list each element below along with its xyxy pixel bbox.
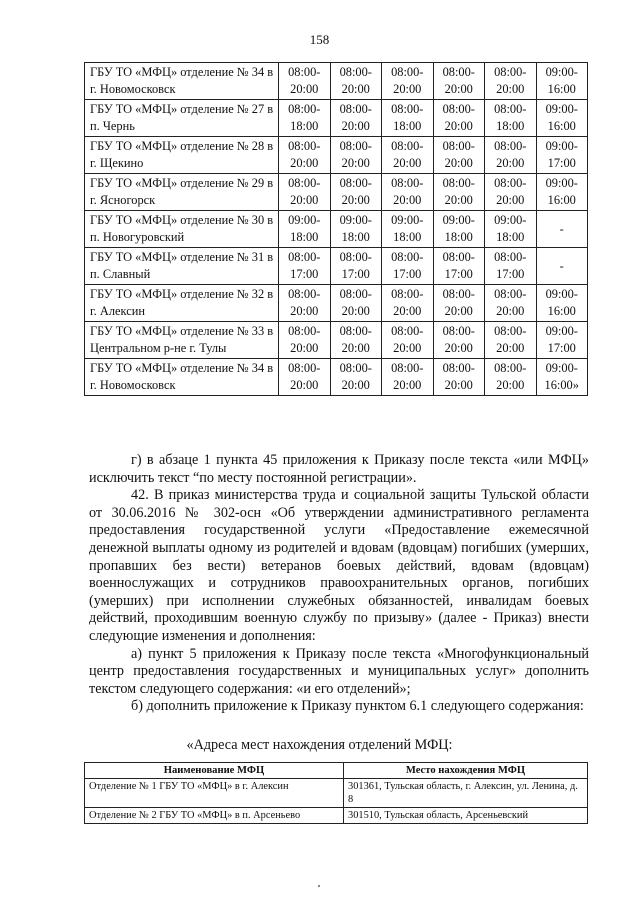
schedule-hours-cell: 08:00- 20:00 (330, 359, 382, 396)
schedule-hours-cell: 08:00- 20:00 (382, 63, 434, 100)
schedule-hours-cell: 08:00- 20:00 (279, 359, 331, 396)
schedule-hours-cell: 08:00- 20:00 (485, 174, 537, 211)
schedule-hours-cell: 08:00- 20:00 (279, 285, 331, 322)
schedule-hours-cell: 09:00- 18:00 (433, 211, 485, 248)
schedule-hours-cell: 08:00- 20:00 (330, 285, 382, 322)
schedule-row (85, 285, 588, 322)
schedule-hours-cell: 08:00- 20:00 (485, 63, 537, 100)
addresses-title: «Адреса мест нахождения отделений МФЦ: (186, 737, 453, 753)
schedule-hours-cell: 08:00- 18:00 (485, 100, 537, 137)
schedule-hours-cell: 08:00- 20:00 (330, 174, 382, 211)
address-table-header (85, 763, 588, 779)
schedule-hours-cell: 08:00- 20:00 (433, 63, 485, 100)
paragraph-a: а) пункт 5 приложения к Приказу после текста «Многофункциональный центр предоставления государственных и муниципальных услуг» дополнить текстом следующего содержания: «и его отделений»; (89, 645, 589, 697)
schedule-hours-cell: 09:00- 16:00 (536, 63, 588, 100)
body-text-block (89, 452, 589, 716)
schedule-hours-cell: 08:00- 20:00 (279, 137, 331, 174)
schedule-hours-cell: 09:00- 18:00 (485, 211, 537, 248)
address-location: 301361, Тульская область, г. Алексин, ул. Ленина, д. 8 (344, 779, 588, 808)
address-office-name: Отделение № 2 ГБУ ТО «МФЦ» в п. Арсеньево (85, 808, 344, 824)
schedule-hours-cell: 08:00- 20:00 (433, 359, 485, 396)
schedule-hours-cell: 08:00- 17:00 (330, 248, 382, 285)
schedule-hours-cell: 08:00- 20:00 (433, 174, 485, 211)
schedule-hours-cell: - (536, 211, 588, 248)
schedule-office-name: ГБУ ТО «МФЦ» отделение № 29 в г. Ясногорск (85, 174, 279, 211)
schedule-hours-cell: 08:00- 20:00 (433, 100, 485, 137)
schedule-hours-cell: 09:00- 16:00» (536, 359, 588, 396)
schedule-hours-cell: 09:00- 16:00 (536, 174, 588, 211)
schedule-hours-cell: 08:00- 20:00 (433, 322, 485, 359)
schedule-hours-cell: 08:00- 20:00 (485, 322, 537, 359)
schedule-office-name: ГБУ ТО «МФЦ» отделение № 30 в п. Новогуровский (85, 211, 279, 248)
scan-mark (318, 885, 320, 887)
schedule-hours-cell: 08:00- 20:00 (330, 63, 382, 100)
schedule-hours-cell: 08:00- 20:00 (330, 100, 382, 137)
schedule-row (85, 63, 588, 100)
schedule-hours-cell: 08:00- 20:00 (382, 137, 434, 174)
schedule-row (85, 359, 588, 396)
schedule-row (85, 248, 588, 285)
schedule-hours-cell: 08:00- 20:00 (279, 63, 331, 100)
schedule-hours-cell: 09:00- 18:00 (382, 211, 434, 248)
paragraph-b: б) дополнить приложение к Приказу пунктом 6.1 следующего содержания: (131, 698, 584, 715)
address-row (85, 779, 588, 808)
schedule-hours-cell: 08:00- 17:00 (433, 248, 485, 285)
schedule-office-name: ГБУ ТО «МФЦ» отделение № 34 в г. Новомосковск (85, 359, 279, 396)
schedule-row (85, 137, 588, 174)
schedule-hours-cell: 08:00- 17:00 (485, 248, 537, 285)
schedule-office-name: ГБУ ТО «МФЦ» отделение № 28 в г. Щекино (85, 137, 279, 174)
schedule-office-name: ГБУ ТО «МФЦ» отделение № 34 в г. Новомосковск (85, 63, 279, 100)
address-table (84, 762, 588, 824)
schedule-table (84, 62, 588, 396)
schedule-office-name: ГБУ ТО «МФЦ» отделение № 27 в п. Чернь (85, 100, 279, 137)
schedule-hours-cell: - (536, 248, 588, 285)
schedule-hours-cell: 09:00- 18:00 (330, 211, 382, 248)
paragraph-42: 42. В приказ министерства труда и социальной защиты Тульской области от 30.06.2016 № 302-осн «Об утверждении административного регламента предоставления государственной услуги «Предоставление ежемесячной денежной выплаты одному из родителей и вдовам (вдовцам) погибших (умерших, пропавших без вести) ветеранов боевых действий, вдовам (вдовцам) военнослужащих и сотрудников правоохранительных органов, погибших (умерших) при исполнении служебных обязанностей, инвалидам боевых действий, проходившим военную службу по призыву» (далее - Приказ) внести следующие изменения и дополнения: (89, 487, 589, 644)
schedule-hours-cell: 08:00- 20:00 (330, 322, 382, 359)
address-header-location: Место нахождения МФЦ (344, 763, 588, 779)
schedule-hours-cell: 08:00- 20:00 (382, 285, 434, 322)
schedule-hours-cell: 08:00- 20:00 (279, 174, 331, 211)
address-row (85, 808, 588, 824)
address-header-name: Наименование МФЦ (85, 763, 344, 779)
schedule-hours-cell: 08:00- 17:00 (279, 248, 331, 285)
address-office-name: Отделение № 1 ГБУ ТО «МФЦ» в г. Алексин (85, 779, 344, 808)
schedule-row (85, 322, 588, 359)
schedule-row (85, 100, 588, 137)
schedule-row (85, 174, 588, 211)
schedule-hours-cell: 08:00- 20:00 (279, 322, 331, 359)
schedule-hours-cell: 09:00- 16:00 (536, 285, 588, 322)
schedule-office-name: ГБУ ТО «МФЦ» отделение № 32 в г. Алексин (85, 285, 279, 322)
schedule-hours-cell: 09:00- 18:00 (279, 211, 331, 248)
schedule-hours-cell: 08:00- 20:00 (433, 137, 485, 174)
schedule-office-name: ГБУ ТО «МФЦ» отделение № 31 в п. Славный (85, 248, 279, 285)
schedule-office-name: ГБУ ТО «МФЦ» отделение № 33 в Центральном р-не г. Тулы (85, 322, 279, 359)
schedule-row (85, 211, 588, 248)
schedule-hours-cell: 08:00- 20:00 (382, 359, 434, 396)
page-number: 158 (309, 32, 330, 47)
schedule-hours-cell: 08:00- 17:00 (382, 248, 434, 285)
schedule-hours-cell: 09:00- 17:00 (536, 322, 588, 359)
schedule-hours-cell: 08:00- 18:00 (279, 100, 331, 137)
address-location: 301510, Тульская область, Арсеньевский (344, 808, 588, 824)
schedule-hours-cell: 08:00- 20:00 (330, 137, 382, 174)
schedule-hours-cell: 09:00- 17:00 (536, 137, 588, 174)
schedule-hours-cell: 08:00- 18:00 (382, 100, 434, 137)
paragraph-g: г) в абзаце 1 пункта 45 приложения к Приказу после текста «или МФЦ» исключить текст “по месту постоянной регистрации». (89, 452, 589, 486)
schedule-hours-cell: 08:00- 20:00 (485, 359, 537, 396)
schedule-hours-cell: 08:00- 20:00 (382, 322, 434, 359)
schedule-hours-cell: 08:00- 20:00 (433, 285, 485, 322)
schedule-hours-cell: 08:00- 20:00 (485, 285, 537, 322)
schedule-hours-cell: 08:00- 20:00 (485, 137, 537, 174)
schedule-hours-cell: 08:00- 20:00 (382, 174, 434, 211)
schedule-hours-cell: 09:00- 16:00 (536, 100, 588, 137)
